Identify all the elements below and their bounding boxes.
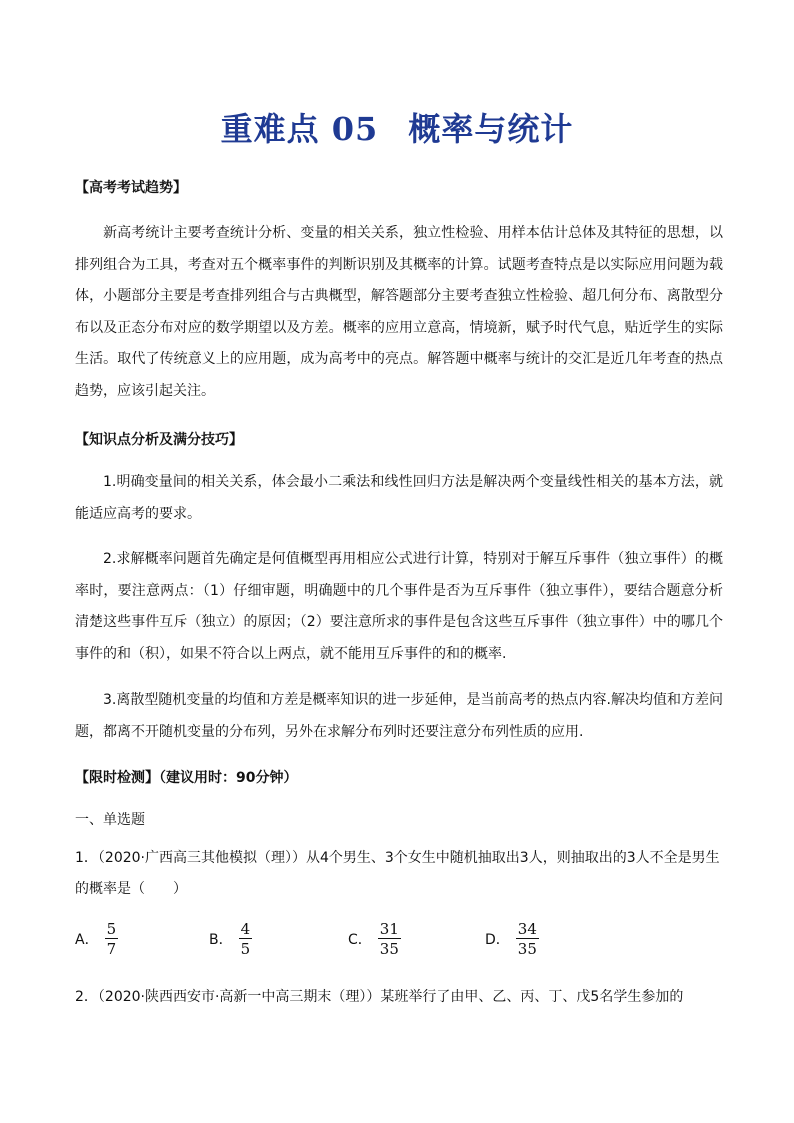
trend-text: 新高考统计主要考查统计分析、变量的相关关系，独立性检验、用样本估计总体及其特征的思想，以排列组合为工具，考查对五个概率事件的判断识别及其概率的计算。试题考查特点是以实际应用问题为载体，小题部分主要是考查排列组合与古典概型，解答题部分主要考查独立性检验、超几何分布、离散型分布以及正态分布对应的数学期望以及方差。概率的应用立意高，情境新，赋予时代气息，贴近学生的实际生活。取代了传统意义上的应用题，成为高考中的亮点。解答题中概率与统计的交汇是近几年考查的热点趋势，应该引起关注。	[75, 225, 723, 399]
numerator: 34	[517, 920, 537, 938]
fraction	[105, 920, 119, 958]
fraction	[516, 920, 539, 958]
option-b[interactable]	[209, 920, 252, 958]
option-label: A．	[75, 932, 99, 948]
knowledge-item-text: 1.明确变量间的相关关系，体会最小二乘法和线性回归方法是解决两个变量线性相关的基本方法，就能适应高考的要求。	[75, 474, 723, 522]
option-d[interactable]	[485, 920, 539, 958]
denominator: 5	[240, 940, 251, 958]
option-c[interactable]	[348, 920, 401, 958]
denominator: 35	[517, 940, 537, 958]
knowledge-item-text: 3.离散型随机变量的均值和方差是概率知识的进一步延伸，是当前高考的热点内容.解决均值和方差问题，都离不开随机变量的分布列，另外在求解分布列时还要注意分布列性质的应用.	[75, 692, 723, 740]
knowledge-item-2	[75, 544, 723, 670]
trend-heading: 【高考考试趋势】	[75, 180, 187, 196]
question-1: 1．（2020·广西高三其他模拟（理））从4个男生、3个女生中随机抽取出3人，则抽取出的3人不全是男生的概率是（ ）	[75, 850, 720, 897]
section-single-choice: 一、单选题	[75, 812, 145, 828]
test-heading: 【限时检测】（建议用时：90分钟）	[75, 770, 298, 786]
fraction	[378, 920, 401, 958]
option-label: C．	[348, 932, 372, 948]
option-label: D．	[485, 932, 510, 948]
knowledge-item-3	[75, 685, 723, 748]
fraction	[239, 920, 253, 958]
question-1-options	[75, 920, 723, 964]
trend-paragraph	[75, 218, 723, 407]
numerator: 5	[106, 920, 117, 938]
title-prefix: 重难点 05	[220, 110, 379, 148]
knowledge-item-1	[75, 467, 723, 530]
denominator: 7	[106, 940, 117, 958]
knowledge-heading: 【知识点分析及满分技巧】	[75, 432, 243, 448]
option-label: B．	[209, 932, 233, 948]
page-title	[0, 104, 794, 150]
title-suffix: 概率与统计	[408, 110, 574, 148]
question-2: 2．（2020·陕西西安市·高新一中高三期末（理））某班举行了由甲、乙、丙、丁、戊5名学生参加的	[75, 989, 684, 1005]
option-a[interactable]	[75, 920, 118, 958]
denominator: 35	[379, 940, 399, 958]
knowledge-item-text: 2.求解概率问题首先确定是何值概型再用相应公式进行计算，特别对于解互斥事件（独立事件）的概率时，要注意两点：（1）仔细审题，明确题中的几个事件是否为互斥事件（独立事件），要结合题意分析清楚这些事件互斥（独立）的原因；（2）要注意所求的事件是包含这些互斥事件（独立事件）中的哪几个事件的和（积），如果不符合以上两点，就不能用互斥事件的和的概率.	[75, 551, 723, 662]
numerator: 31	[379, 920, 399, 938]
numerator: 4	[240, 920, 251, 938]
